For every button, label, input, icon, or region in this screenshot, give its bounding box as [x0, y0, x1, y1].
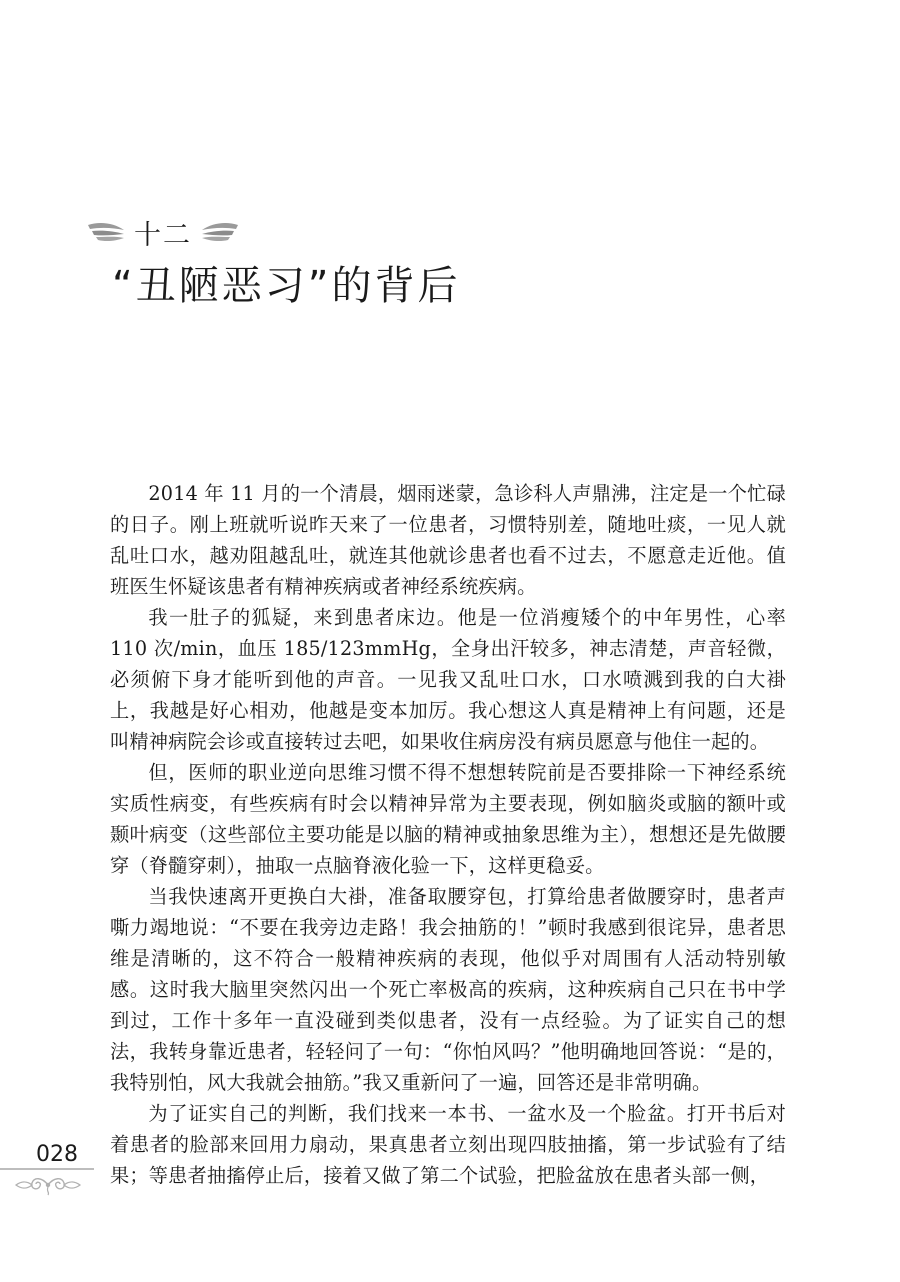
- left-wing-icon: [86, 219, 126, 245]
- chapter-number: 十二: [134, 219, 192, 251]
- paragraph: 当我快速离开更换白大褂，准备取腰穿包，打算给患者做腰穿时，患者声嘶力竭地说：“不要在我旁边走路！我会抽筋的！”顿时我感到很诧异，患者思维是清晰的，这不符合一般精神疾病的表现，他似乎对周围有人活动特别敏感。这时我大脑里突然闪出一个死亡率极高的疾病，这种疾病自己只在书中学到过，工作十多年一直没碰到类似患者，没有一点经验。为了证实自己的想法，我转身靠近患者，轻轻问了一句：“你怕风吗？”他明确地回答说：“是的，我特别怕，风大我就会抽筋。”我又重新问了一遍，回答还是非常明确。: [110, 885, 786, 1094]
- page-number: 028: [36, 1142, 78, 1167]
- page-number-rule: [0, 1168, 94, 1170]
- paragraph: 2014 年 11 月的一个清晨，烟雨迷蒙，急诊科人声鼎沸，注定是一个忙碌的日子。刚上班就听说昨天来了一位患者，习惯特别差，随地吐痰，一见人就乱吐口水，越劝阻越乱吐，就连其他就诊患者也看不过去，不愿意走近他。值班医生怀疑该患者有精神疾病或者神经系统疾病。: [110, 482, 786, 598]
- chapter-header: [86, 212, 240, 252]
- body-text: [110, 478, 786, 1191]
- floral-ornament-icon: [12, 1174, 84, 1196]
- right-wing-icon: [200, 219, 240, 245]
- paragraph: 为了证实自己的判断，我们找来一本书、一盆水及一个脸盆。打开书后对着患者的脸部来回用力扇动，果真患者立刻出现四肢抽搐，第一步试验有了结果；等患者抽搐停止后，接着又做了第二个试验，把脸盆放在患者头部一侧，: [110, 1102, 786, 1187]
- paragraph: 我一肚子的狐疑，来到患者床边。他是一位消瘦矮个的中年男性，心率 110 次/min，血压 185/123mmHg，全身出汗较多，神志清楚，声音轻微，必须俯下身才能听到他的声音。一见我又乱吐口水，口水喷溅到我的白大褂上，我越是好心相劝，他越是变本加厉。我心想这人真是精神上有问题，还是叫精神病院会诊或直接转过去吧，如果收住病房没有病员愿意与他住一起的。: [110, 606, 786, 753]
- paragraph: 但，医师的职业逆向思维习惯不得不想想转院前是否要排除一下神经系统实质性病变，有些疾病有时会以精神异常为主要表现，例如脑炎或脑的额叶或颞叶病变（这些部位主要功能是以脑的精神或抽象思维为主），想想还是先做腰穿（脊髓穿刺），抽取一点脑脊液化验一下，这样更稳妥。: [110, 761, 786, 877]
- chapter-title: “丑陋恶习”的背后: [112, 263, 461, 309]
